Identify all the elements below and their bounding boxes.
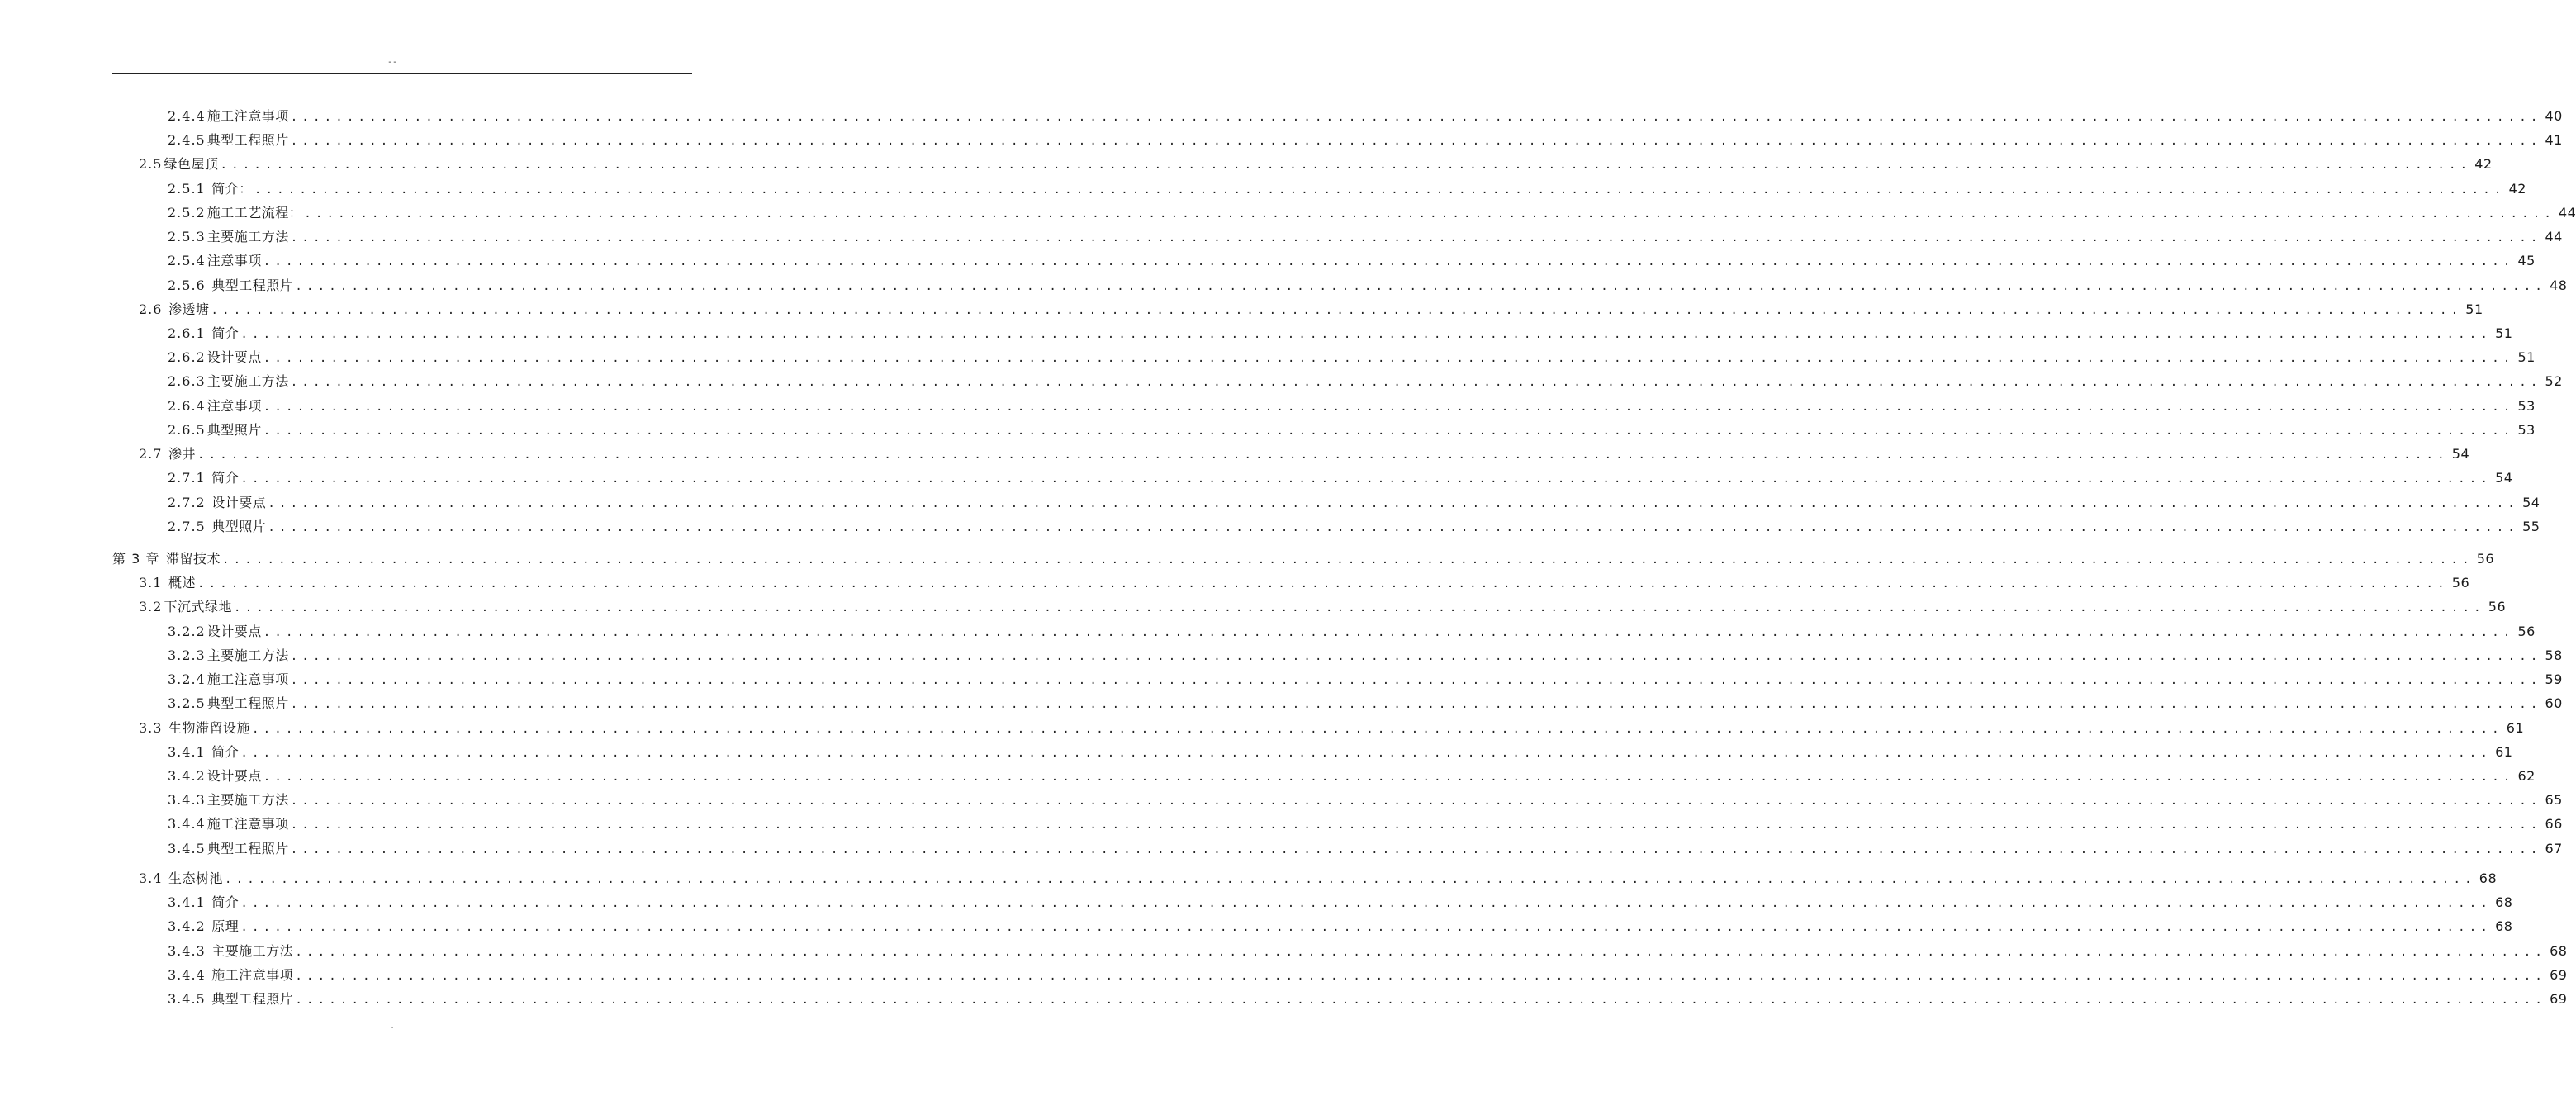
header-rule	[112, 73, 692, 74]
toc-dot-leader: ........................................................................................................................................................................................................	[268, 521, 2520, 534]
toc-entry[interactable]	[168, 418, 2536, 442]
toc-entry-title: 简介	[206, 894, 240, 910]
toc-entry-title: 主要施工方法	[206, 373, 289, 389]
toc-entry[interactable]	[168, 128, 2563, 152]
toc-entry-title: 注意事项	[206, 398, 262, 414]
toc-entry-page-number: 67	[2545, 841, 2563, 856]
toc-entry-page-number: 41	[2545, 132, 2563, 148]
toc-entry[interactable]	[168, 201, 2576, 225]
toc-entry-page-number: 42	[2474, 156, 2493, 172]
toc-entry-title: 典型照片	[206, 519, 267, 534]
toc-entry-number: 3.3	[139, 720, 163, 736]
toc-entry-title: 典型工程照片	[206, 695, 289, 711]
toc-entry-page-number: 44	[2545, 229, 2563, 244]
toc-dot-leader: ........................................................................................................................................................................................................	[254, 183, 2506, 197]
toc-entry-page-number: 56	[2451, 575, 2470, 591]
toc-entry-number: 第 3 章	[112, 551, 160, 567]
toc-dot-leader: ........................................................................................................................................................................................................	[252, 723, 2503, 736]
toc-entry[interactable]	[168, 321, 2513, 345]
toc-entry-title: 设计要点	[206, 624, 262, 639]
toc-entry-page-number: 66	[2545, 816, 2563, 832]
toc-entry-page-number: 56	[2476, 551, 2495, 567]
toc-dot-leader: ........................................................................................................................................................................................................	[290, 135, 2542, 148]
toc-entry-number: 3.4.5	[168, 991, 206, 1007]
toc-entry-number: 3.4.1	[168, 744, 206, 760]
toc-dot-leader: ........................................................................................................................................................................................................	[290, 843, 2542, 856]
toc-entry-number: 3.4.2	[168, 768, 206, 784]
toc-entry-title: 简介	[206, 744, 240, 760]
toc-dot-leader: ........................................................................................................................................................................................................	[240, 328, 2493, 341]
toc-dot-leader: ........................................................................................................................................................................................................	[211, 304, 2463, 317]
toc-entry[interactable]	[168, 764, 2536, 788]
toc-entry-page-number: 45	[2517, 253, 2536, 268]
toc-entry[interactable]	[139, 442, 2470, 466]
toc-entry-page-number: 68	[2479, 870, 2498, 886]
toc-entry-number: 3.4.3	[168, 792, 206, 808]
toc-entry-page-number: 68	[2495, 918, 2513, 934]
toc-dot-leader: ........................................................................................................................................................................................................	[220, 159, 2472, 172]
toc-entry[interactable]	[168, 249, 2536, 273]
toc-entry-number: 2.7.2	[168, 495, 206, 510]
toc-entry-number: 2.4.4	[168, 108, 206, 124]
toc-dot-leader: ........................................................................................................................................................................................................	[295, 970, 2547, 983]
toc-entry-page-number: 62	[2517, 768, 2536, 784]
toc-entry-title: 主要施工方法	[206, 943, 294, 959]
toc-entry[interactable]	[139, 571, 2470, 595]
toc-entry[interactable]	[139, 866, 2498, 890]
toc-entry-page-number: 60	[2545, 695, 2563, 711]
toc-dot-leader: ........................................................................................................................................................................................................	[290, 818, 2542, 832]
toc-entry-number: 3.2	[139, 599, 163, 614]
toc-dot-leader: ........................................................................................................................................................................................................	[197, 577, 2449, 591]
toc-dot-leader: ........................................................................................................................................................................................................	[295, 946, 2547, 959]
toc-entry[interactable]	[168, 788, 2563, 812]
toc-entry-title: 施工注意事项	[206, 108, 289, 124]
toc-entry[interactable]	[168, 890, 2513, 914]
toc-entry-number: 3.2.3	[168, 648, 206, 663]
header-mark: --	[387, 58, 398, 67]
toc-dot-leader: ........................................................................................................................................................................................................	[263, 626, 2515, 639]
toc-entry[interactable]	[168, 369, 2563, 393]
toc-entry-page-number: 40	[2545, 108, 2563, 124]
toc-dot-leader: ........................................................................................................................................................................................................	[268, 497, 2520, 510]
toc-entry-title: 生物滞留设施	[164, 720, 251, 736]
toc-entry-title: 主要施工方法	[206, 648, 289, 663]
toc-entry-number: 3.2.4	[168, 671, 206, 687]
toc-entry-page-number: 51	[2517, 349, 2536, 365]
toc-entry[interactable]	[168, 740, 2513, 764]
toc-entry-title: 设计要点	[206, 495, 267, 510]
toc-entry-number: 2.6.3	[168, 373, 206, 389]
toc-dot-leader: ........................................................................................................................................................................................................	[290, 698, 2542, 711]
toc-dot-leader: ........................................................................................................................................................................................................	[304, 207, 2555, 221]
toc-entry-number: 2.5.2	[168, 205, 206, 221]
toc-entry-title: 典型工程照片	[206, 991, 294, 1007]
toc-entry[interactable]	[168, 273, 2568, 297]
toc-entry[interactable]	[168, 987, 2568, 1011]
toc-entry-number: 3.4.2	[168, 918, 206, 934]
toc-entry-page-number: 69	[2550, 991, 2568, 1007]
toc-entry-title: 下沉式绿地	[164, 599, 232, 614]
toc-entry-page-number: 61	[2506, 720, 2525, 736]
toc-dot-leader: ........................................................................................................................................................................................................	[240, 897, 2493, 910]
toc-entry-title: 概述	[164, 575, 197, 591]
toc-entry-title: 简介	[206, 325, 240, 341]
toc-entry[interactable]	[168, 963, 2568, 987]
toc-entry-page-number: 56	[2488, 599, 2507, 614]
toc-dot-leader: ........................................................................................................................................................................................................	[263, 771, 2515, 784]
toc-entry[interactable]	[168, 667, 2563, 691]
toc-entry-title: 施工注意事项	[206, 967, 294, 983]
toc-entry[interactable]	[168, 619, 2536, 643]
toc-entry-number: 3.2.2	[168, 624, 206, 639]
toc-entry-number: 3.4.5	[168, 841, 206, 856]
toc-entry-title: 主要施工方法	[206, 229, 289, 244]
toc-entry-title: 施工注意事项	[206, 671, 289, 687]
toc-entry-number: 3.4	[139, 870, 163, 886]
toc-entry-number: 2.7	[139, 446, 163, 462]
toc-entry-title: 渗透塘	[164, 301, 210, 317]
toc-dot-leader: ........................................................................................................................................................................................................	[240, 747, 2493, 760]
toc-dot-leader: ........................................................................................................................................................................................................	[197, 448, 2449, 462]
toc-entry[interactable]	[168, 394, 2536, 418]
toc-entry[interactable]	[168, 345, 2536, 369]
toc-entry-title: 典型照片	[206, 422, 262, 438]
toc-entry-number: 2.6.1	[168, 325, 206, 341]
toc-entry[interactable]	[168, 837, 2563, 861]
toc-entry-title: 典型工程照片	[206, 278, 294, 293]
toc-dot-leader: ........................................................................................................................................................................................................	[263, 401, 2515, 414]
toc-entry-page-number: 42	[2508, 181, 2526, 197]
toc-entry[interactable]	[139, 297, 2483, 321]
toc-entry-title: 原理	[206, 918, 240, 934]
toc-entry-number: 2.5	[139, 156, 163, 172]
toc-entry-title: 设计要点	[206, 349, 262, 365]
toc-dot-leader: ........................................................................................................................................................................................................	[263, 255, 2515, 268]
toc-entry-page-number: 68	[2495, 894, 2513, 910]
toc-entry-number: 2.6.2	[168, 349, 206, 365]
toc-entry[interactable]	[168, 177, 2526, 201]
toc-entry-number: 3.4.3	[168, 943, 206, 959]
toc-entry[interactable]	[112, 547, 2495, 571]
toc-entry-title: 绿色屋顶	[164, 156, 219, 172]
toc-entry-page-number: 54	[2495, 470, 2513, 486]
toc-dot-leader: ........................................................................................................................................................................................................	[240, 921, 2493, 934]
toc-entry-page-number: 68	[2550, 943, 2568, 959]
toc-entry[interactable]	[168, 104, 2563, 128]
toc-dot-leader: ........................................................................................................................................................................................................	[290, 111, 2542, 124]
toc-entry-page-number: 52	[2545, 373, 2563, 389]
toc-entry-page-number: 56	[2517, 624, 2536, 639]
toc-entry-page-number: 55	[2522, 519, 2540, 534]
toc-dot-leader: ........................................................................................................................................................................................................	[290, 231, 2542, 244]
toc-entry[interactable]	[168, 939, 2568, 963]
toc-entry-number: 3.4.4	[168, 967, 206, 983]
toc-entry[interactable]	[168, 225, 2563, 249]
toc-entry-number: 2.7.5	[168, 519, 206, 534]
toc-entry-number: 2.5.4	[168, 253, 206, 268]
toc-dot-leader: ........................................................................................................................................................................................................	[290, 650, 2542, 663]
toc-entry-number: 2.5.6	[168, 278, 206, 293]
toc-entry[interactable]	[168, 491, 2540, 515]
toc-entry-title: 简介	[206, 470, 240, 486]
toc-entry-title: 典型工程照片	[206, 132, 289, 148]
toc-entry-page-number: 51	[2495, 325, 2513, 341]
toc-dot-leader: ........................................................................................................................................................................................................	[225, 873, 2476, 886]
toc-entry-number: 2.4.5	[168, 132, 206, 148]
toc-dot-leader: ........................................................................................................................................................................................................	[263, 425, 2515, 438]
toc-dot-leader: ........................................................................................................................................................................................................	[240, 472, 2493, 486]
toc-entry-page-number: 48	[2550, 278, 2568, 293]
toc-entry-page-number: 44	[2558, 205, 2576, 221]
toc-entry-title: 渗井	[164, 446, 197, 462]
toc-entry[interactable]	[168, 914, 2513, 938]
toc-entry-title: 主要施工方法	[206, 792, 289, 808]
toc-entry-title: 简介：	[206, 181, 253, 197]
toc-dot-leader: ........................................................................................................................................................................................................	[290, 674, 2542, 687]
toc-entry[interactable]	[168, 691, 2563, 715]
toc-entry-page-number: 65	[2545, 792, 2563, 808]
toc-entry-title: 注意事项	[206, 253, 262, 268]
toc-entry-number: 3.4.4	[168, 816, 206, 832]
toc-entry-title: 滞留技术	[161, 551, 221, 567]
toc-dot-leader: ........................................................................................................................................................................................................	[290, 795, 2542, 808]
toc-entry[interactable]	[139, 152, 2493, 176]
toc-entry-number: 2.5.3	[168, 229, 206, 244]
toc-entry-number: 2.6.5	[168, 422, 206, 438]
toc-dot-leader: ........................................................................................................................................................................................................	[290, 376, 2542, 389]
toc-entry[interactable]	[168, 643, 2563, 667]
toc-entry-title: 施工注意事项	[206, 816, 289, 832]
toc-entry-title: 典型工程照片	[206, 841, 289, 856]
toc-entry-page-number: 58	[2545, 648, 2563, 663]
footer-mark: .	[391, 1022, 394, 1030]
toc-entry-page-number: 61	[2495, 744, 2513, 760]
toc-dot-leader: ........................................................................................................................................................................................................	[221, 553, 2474, 567]
toc-entry[interactable]	[139, 595, 2507, 619]
toc-entry-number: 3.2.5	[168, 695, 206, 711]
toc-entry[interactable]	[168, 515, 2540, 538]
toc-entry-number: 2.6	[139, 301, 163, 317]
toc-entry-number: 2.5.1	[168, 181, 206, 197]
toc-entry[interactable]	[139, 716, 2525, 740]
toc-dot-leader: ........................................................................................................................................................................................................	[233, 601, 2485, 614]
toc-dot-leader: ........................................................................................................................................................................................................	[263, 352, 2515, 365]
toc-entry-page-number: 69	[2550, 967, 2568, 983]
toc-entry-number: 2.6.4	[168, 398, 206, 414]
toc-entry-title: 生态树池	[164, 870, 224, 886]
toc-entry-page-number: 54	[2522, 495, 2540, 510]
toc-entry-page-number: 53	[2517, 398, 2536, 414]
toc-dot-leader: ........................................................................................................................................................................................................	[295, 280, 2547, 293]
toc-dot-leader: ........................................................................................................................................................................................................	[295, 994, 2547, 1007]
toc-entry-page-number: 54	[2451, 446, 2470, 462]
toc-entry-number: 2.7.1	[168, 470, 206, 486]
toc-entry-title: 设计要点	[206, 768, 262, 784]
toc-entry-page-number: 53	[2517, 422, 2536, 438]
toc-entry-page-number: 51	[2465, 301, 2483, 317]
toc-entry[interactable]	[168, 466, 2513, 490]
toc-entry[interactable]	[168, 812, 2563, 836]
toc-entry-title: 施工工艺流程：	[206, 205, 303, 221]
toc-entry-page-number: 59	[2545, 671, 2563, 687]
toc-entry-number: 3.1	[139, 575, 163, 591]
toc-entry-number: 3.4.1	[168, 894, 206, 910]
